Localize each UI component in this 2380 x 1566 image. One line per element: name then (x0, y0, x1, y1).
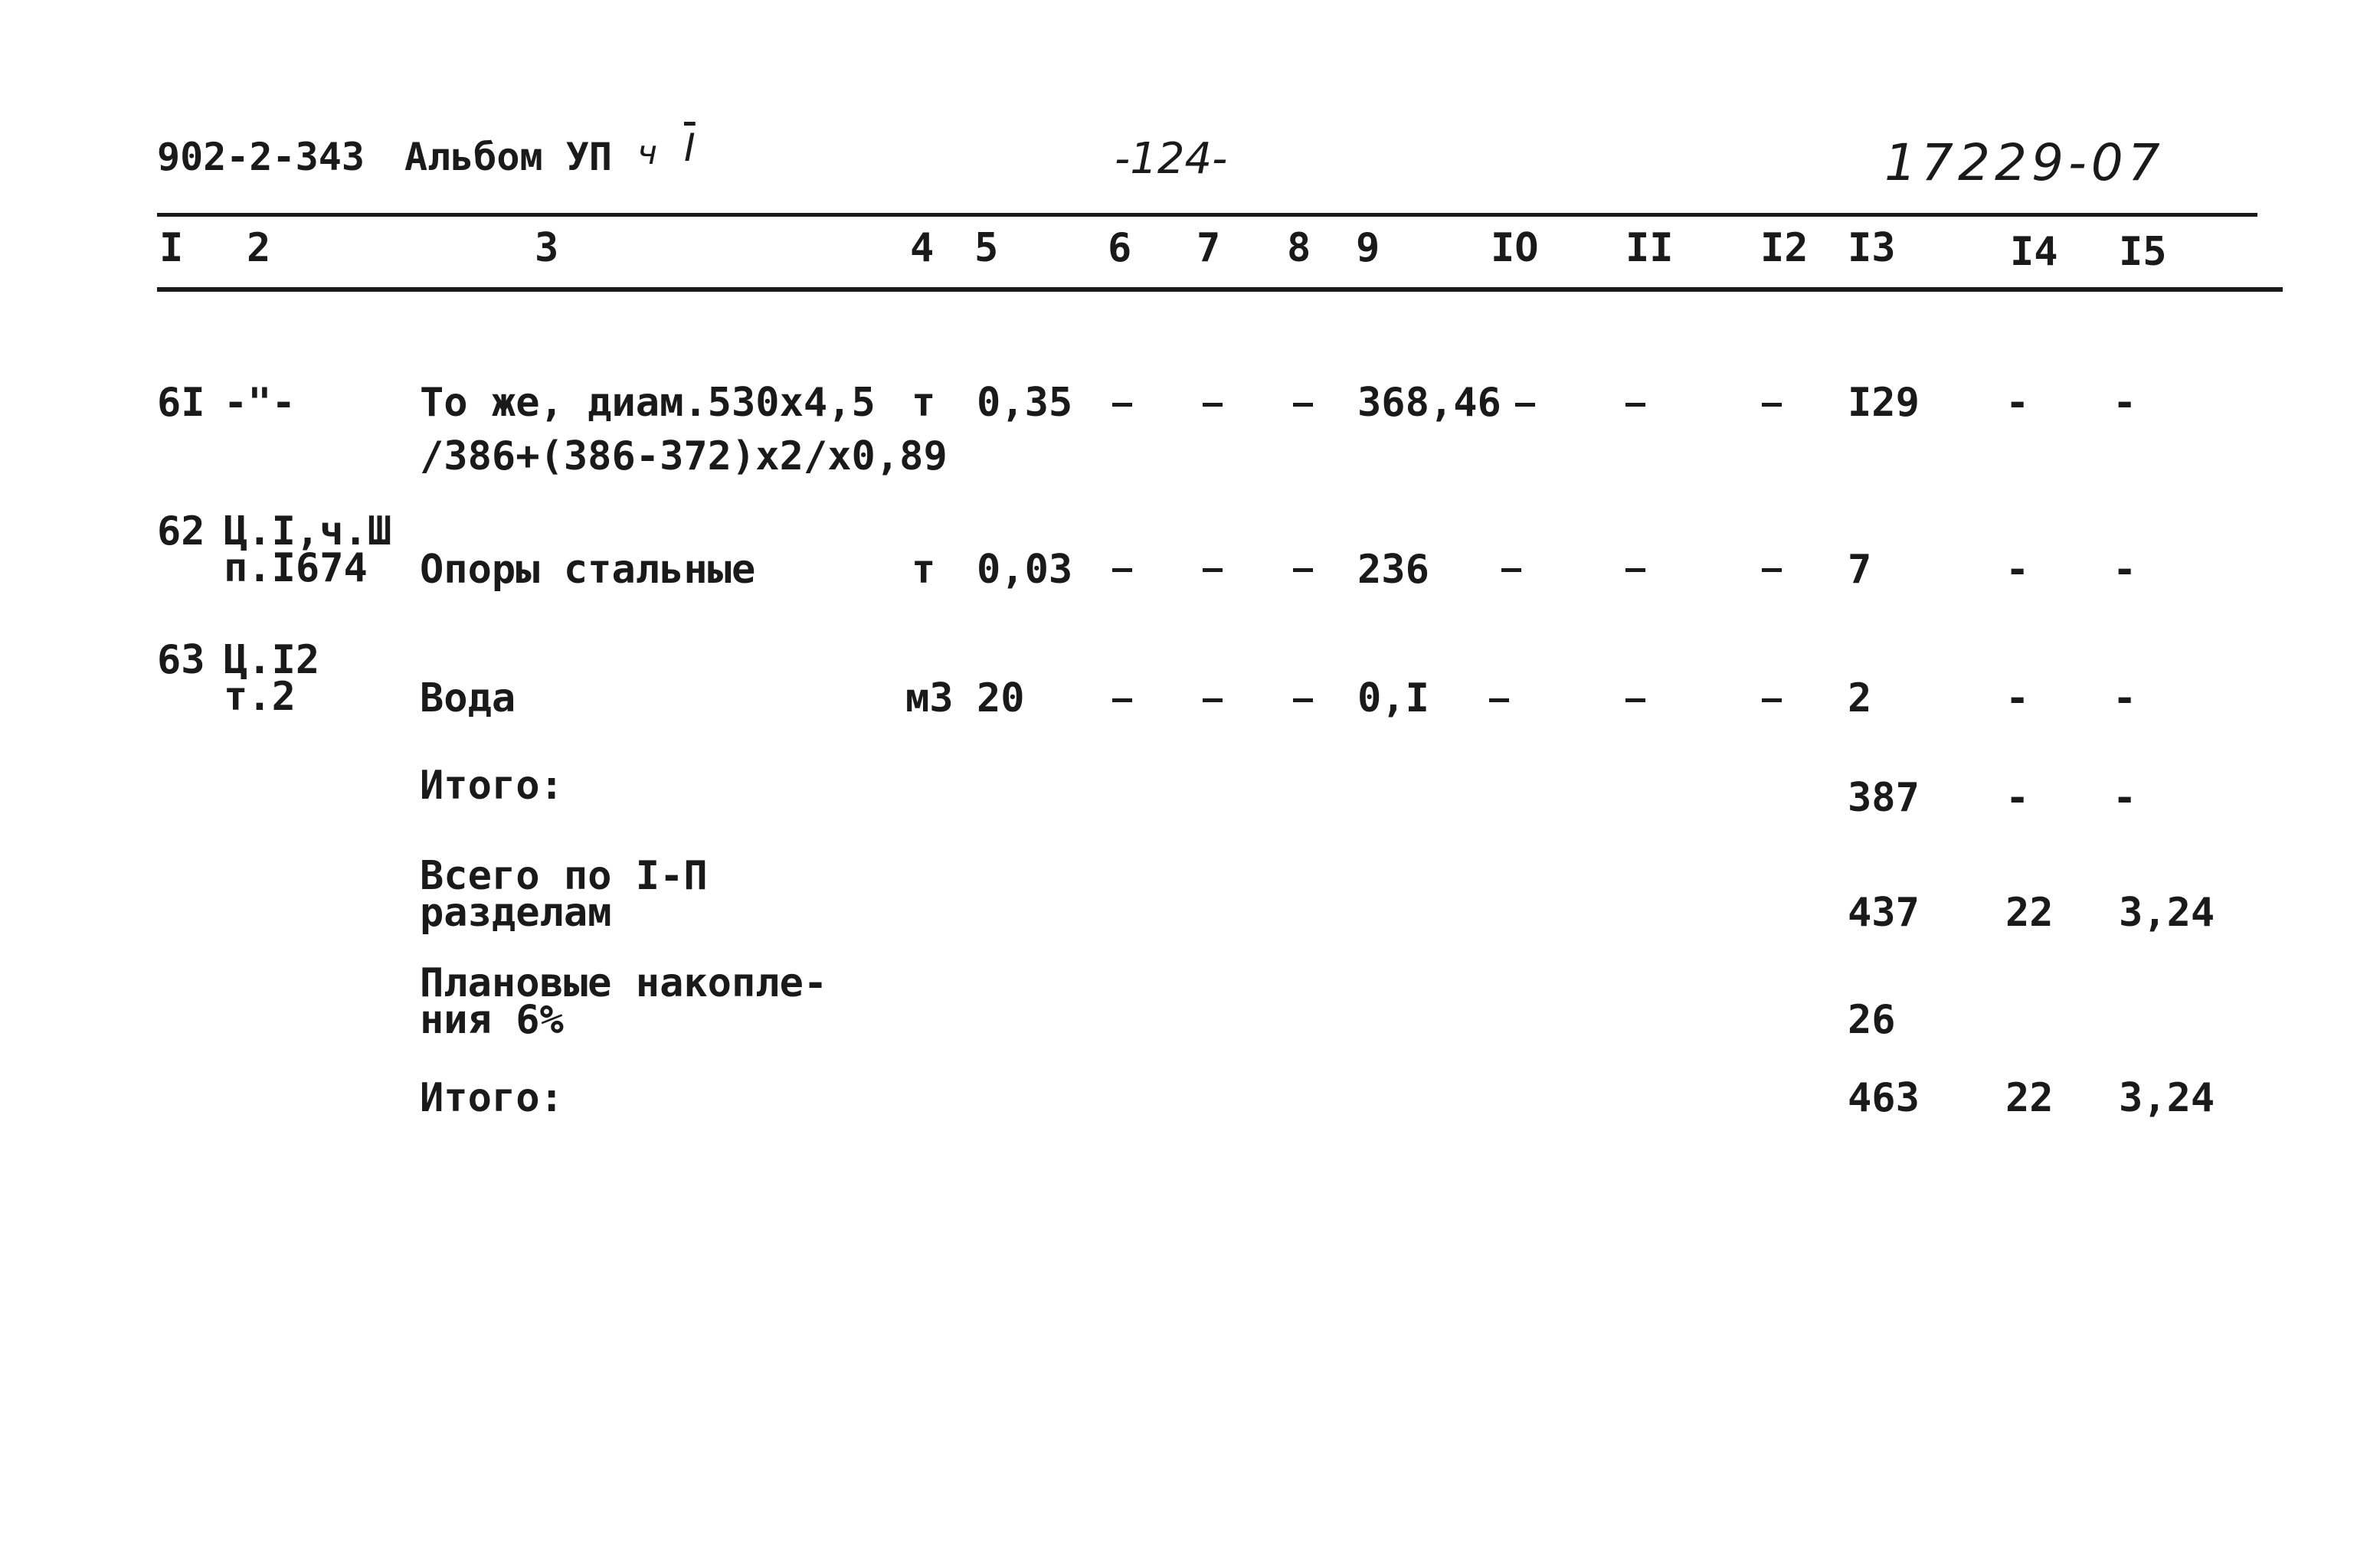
dash-c10 (1489, 698, 1509, 702)
planned-savings-label-line2: ния 6% (420, 997, 564, 1043)
dash-c7 (1203, 568, 1223, 572)
column-14-value: - (2005, 547, 2030, 593)
column-15-value: - (2113, 675, 2137, 721)
planned-savings-c13: 26 (1848, 997, 1896, 1043)
subtotal-c13: 387 (1848, 775, 1920, 821)
dash-c12 (1762, 698, 1782, 702)
dash-c7 (1203, 698, 1223, 702)
part-number: $\overline{I}$ (684, 126, 696, 170)
header-bottom-rule (157, 287, 2283, 292)
col-header-15: I5 (2119, 229, 2167, 275)
dash-c11 (1625, 568, 1645, 572)
document-code: 902-2-343 (157, 135, 365, 179)
unit-price: 368,46 (1357, 380, 1501, 426)
subtotal-c14: - (2005, 775, 2030, 821)
col-header-11: II (1625, 225, 1674, 271)
col-header-10: IO (1491, 225, 1539, 271)
column-14-value: - (2005, 380, 2030, 426)
sections-total-c14: 22 (2005, 890, 2054, 936)
unit: т (912, 380, 936, 426)
dash-c6 (1112, 698, 1132, 702)
sections-total-c13: 437 (1848, 890, 1920, 936)
dash-c10 (1515, 403, 1535, 407)
col-header-12: I2 (1760, 225, 1809, 271)
col-header-2: 2 (247, 225, 271, 271)
reference-line2: п.I674 (224, 545, 368, 591)
reference: Ц.I2 (224, 637, 320, 683)
total-cost: 7 (1848, 547, 1872, 593)
album-label: Альбом УП (404, 135, 612, 179)
item-name: То же, диам.530х4,5 (420, 380, 876, 426)
reference: Ц.I,ч.Ш (224, 508, 392, 554)
row-number: 63 (157, 637, 205, 683)
column-15-value: - (2113, 547, 2137, 593)
doc-number: 17229-07 (1884, 133, 2165, 192)
total-cost: I29 (1848, 380, 1920, 426)
item-name: Опоры стальные (420, 547, 756, 593)
part-prefix: ч (637, 133, 657, 172)
grand-total-c15: 3,24 (2119, 1075, 2215, 1121)
column-14-value: - (2005, 675, 2030, 721)
dash-c8 (1293, 698, 1313, 702)
col-header-9: 9 (1356, 225, 1380, 271)
row-number: 62 (157, 508, 205, 554)
top-rule (157, 213, 2257, 217)
dash-c10 (1501, 568, 1521, 572)
dash-c8 (1293, 403, 1313, 407)
sections-total-c15: 3,24 (2119, 890, 2215, 936)
unit-price: 236 (1357, 547, 1429, 593)
total-cost: 2 (1848, 675, 1872, 721)
column-15-value: - (2113, 380, 2137, 426)
dash-c7 (1203, 403, 1223, 407)
unit-price: 0,I (1357, 675, 1429, 721)
dash-c12 (1762, 403, 1782, 407)
page-number: -124- (1115, 134, 1228, 184)
dash-c11 (1625, 698, 1645, 702)
subtotal-c15: - (2113, 775, 2137, 821)
item-name: Вода (420, 675, 516, 721)
planned-savings-label: Плановые накопле- (420, 960, 828, 1006)
grand-total-label: Итого: (420, 1075, 564, 1121)
subtotal-label: Итого: (420, 763, 564, 809)
reference-line2: т.2 (224, 674, 296, 720)
col-header-14: I4 (2010, 229, 2058, 275)
quantity: 0,03 (977, 547, 1073, 593)
col-header-8: 8 (1287, 225, 1311, 271)
dash-c6 (1112, 568, 1132, 572)
row-number: 6I (157, 380, 205, 426)
grand-total-c13: 463 (1848, 1075, 1920, 1121)
item-name-line2: /386+(386-372)х2/х0,89 (420, 433, 948, 479)
col-header-7: 7 (1197, 225, 1221, 271)
col-header-4: 4 (910, 225, 935, 271)
col-header-1: I (159, 225, 184, 271)
dash-c11 (1625, 403, 1645, 407)
col-header-5: 5 (974, 225, 999, 271)
quantity: 0,35 (977, 380, 1073, 426)
dash-c6 (1112, 403, 1132, 407)
quantity: 20 (977, 675, 1025, 721)
col-header-3: 3 (535, 225, 559, 271)
dash-c12 (1762, 568, 1782, 572)
reference: -"- (224, 380, 296, 426)
col-header-6: 6 (1108, 225, 1132, 271)
grand-total-c14: 22 (2005, 1075, 2054, 1121)
unit: т (912, 547, 936, 593)
unit: м3 (905, 675, 954, 721)
sections-total-label: Всего по I-П (420, 853, 708, 899)
col-header-13: I3 (1848, 225, 1896, 271)
dash-c8 (1293, 568, 1313, 572)
sections-total-label-line2: разделам (420, 890, 612, 936)
